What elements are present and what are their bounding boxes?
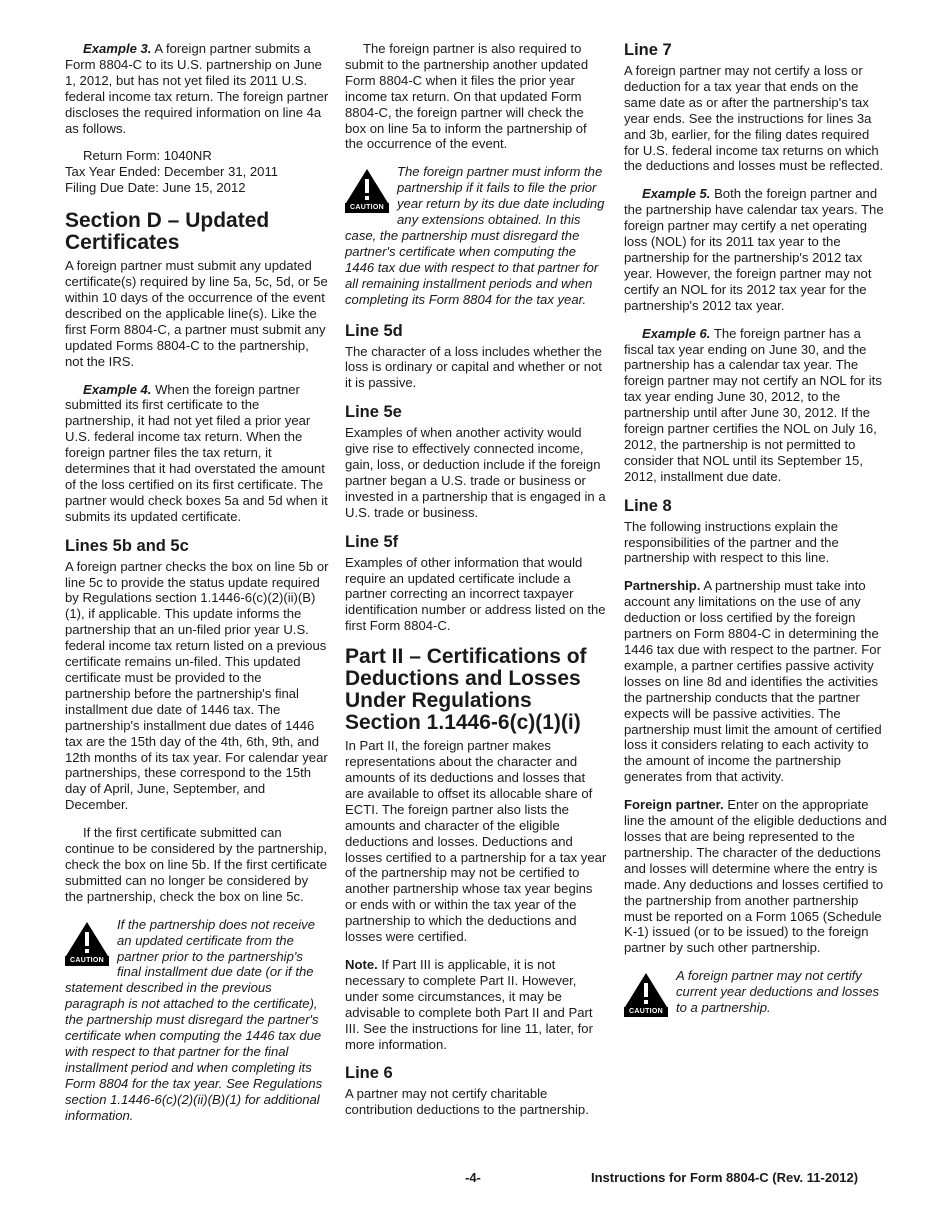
lines-5b-5c-paragraph-2: If the first certificate submitted can continue to be considered by the partnership, check the box on line 5b. If the first certificate submitted can no longer be considered by the partnership, check the box on line 5c. [65, 825, 328, 904]
caution-label: CAUTION [345, 203, 389, 213]
example-6-text: The foreign partner has a fiscal tax year ending on June 30, and the partnership has a calendar tax year. The foreign partner may not certify an NOL for its tax year ending June 30, 2012, to the partnership until after June 30, 2012. If the foreign partner certifies the NOL on July 16, 2012, the partnership is not permitted to consider that NOL until its September 15, 2012, installment due date. [624, 325, 882, 484]
example-4-lead: Example 4. [83, 381, 152, 397]
partnership-lead: Partnership. [624, 578, 701, 594]
return-info [65, 148, 329, 196]
caution-icon [624, 972, 668, 1018]
line-6-heading: Line 6 [345, 1064, 393, 1083]
foreign-partner-lead: Foreign partner. [624, 797, 724, 813]
caution-label: CAUTION [65, 956, 109, 966]
caution-text-3: A foreign partner may not certify current year deductions and losses to a partnership. [676, 968, 880, 1016]
column-2 [345, 41, 607, 1130]
partnership-text: A partnership must take into account any limitations on the use of any deduction or loss certified by the foreign partners on Form 8804-C in determining the 1446 tax due with respect to the partner. For example, a partner certifies passive activity losses on line 8d and identifies the activities the partnership conducts that the partner expects will be passive activities. The partnership must limit the amount of certified loss it considers relating to each activity to the amount of income the partnership generates from that activity. [624, 578, 882, 785]
partnership-paragraph [624, 578, 888, 785]
example-3 [65, 41, 329, 136]
caution-note-2 [345, 164, 607, 307]
line-5d-paragraph: The character of a loss includes whether the loss is ordinary or capital and whether or not it is passive. [345, 343, 602, 391]
col2-paragraph-1: The foreign partner is also required to submit to the partnership another updated Form 8804-C when it files the prior year income tax return. On that updated Form 8804-C, the foreign partner will check the box on line 5a to inform the partnership of the occurrence of the event. [345, 41, 589, 152]
page-number: -4- [465, 1170, 481, 1185]
lines-5b-5c-heading: Lines 5b and 5c [65, 536, 189, 555]
example-5-lead: Example 5. [642, 186, 711, 202]
caution-icon [345, 168, 389, 214]
column-1 [65, 41, 329, 1137]
example-3-text: A foreign partner submits a Form 8804-C to its U.S. partnership on June 1, 2012, but has not yet filed its 2011 U.S. federal income tax return. The foreign partner discloses the required information on line 4a as follows. [65, 41, 329, 136]
note-text: If Part III is applicable, it is not necessary to complete Part II. However, under some circumstances, it may be advisable to complete both Part II and Part III. See the instructions for line 11, later, for more information. [345, 956, 593, 1052]
footer-title: Instructions for Form 8804-C (Rev. 11-2012) [591, 1170, 859, 1185]
foreign-partner-paragraph [624, 797, 888, 956]
example-4-text: When the foreign partner submitted its first certificate to the partnership, it had not yet filed a prior year U.S. federal income tax return. When the foreign partner files the tax return, it determines that it had overstated the amount of the loss certified on its first certificate. The partner would check boxes 5a and 5d when it submits its updated certificate. [65, 381, 328, 524]
caution-text-2: The foreign partner must inform the partnership if it fails to file the prior year return by its due date including any extensions obtained. In this case, the partnership must disregard the partner's certificate when computing the 1446 tax due with respect to that partner for all remaining installment periods and when completing its Form 8804 for the tax year. [345, 164, 605, 307]
line-5f-paragraph: Examples of other information that would require an updated certificate include a partner correcting an incorrect taxpayer identification number or address listed on the first Form 8804-C. [345, 554, 606, 634]
line-5d-heading: Line 5d [345, 321, 403, 340]
note-paragraph [345, 957, 607, 1052]
example-5-text: Both the foreign partner and the partnership have calendar tax years. The foreign partner may certify a net operating loss (NOL) for its 2011 tax year to the partnership for the partnership's 2012 tax year. However, the foreign partner may not certify an NOL for its 2012 tax year for the partnership's 2012 tax year. [624, 186, 884, 313]
section-d-heading: Section D – Updated Certificates [65, 209, 270, 255]
line-8-heading: Line 8 [624, 496, 672, 515]
line-7-heading: Line 7 [624, 41, 672, 59]
section-d-paragraph: A foreign partner must submit any updated certificate(s) required by line 5a, 5c, 5d, or 5e within 10 days of the occurrence of the event described on the applicable line(s). Like the first Form 8804-C, a partner must submit any updated Forms 8804-C to the partnership, not the IRS. [65, 258, 328, 369]
caution-note-1 [65, 917, 329, 1124]
column-3 [624, 41, 888, 1030]
line-5f-heading: Line 5f [345, 532, 399, 551]
caution-label: CAUTION [624, 1007, 668, 1017]
example-6-lead: Example 6. [642, 325, 711, 341]
line-5e-paragraph: Examples of when another activity would give rise to effectively connected income, gain, loss, or deduction include if the foreign partner began a U.S. trade or business or invested in a partnership that is engaged in a U.S. trade or business. [345, 425, 606, 520]
example-4 [65, 382, 329, 525]
part-ii-paragraph: In Part II, the foreign partner makes representations about the character and amounts of its deductions and losses that are available to offset its allocable share of ECTI. The foreign partner also lists the amounts and character of the eligible deductions and losses. Deductions and losses certified to a partnership for a tax year of the partnership may not be certified to another partnership whose tax year begins or ends with or within the tax year of the partnership to which the deductions and losses were certified. [345, 738, 607, 945]
foreign-partner-text: Enter on the appropriate line the amount of the eligible deductions and losses that are being represented to the partnership. The character of the deductions and losses will determine where the entry is made. Any deductions and losses certified to the partnership from another partnership must be reported on a Form 1065 (Schedule K-1) issued (or to be issued) to the foreign partner by such other partnership. [624, 797, 887, 956]
part-ii-heading: Part II – Certifications of Deductions and Losses Under Regulations Section 1.1446-6(c)(1)(i) [345, 645, 587, 735]
lines-5b-5c-paragraph-1: A foreign partner checks the box on line 5b or line 5c to provide the status update required by Regulations section 1.1446-6(c)(2)(ii)(B)(1), if applicable. This update informs the partnership that an un-filed prior year U.S. federal income tax return listed on a previous certificate remains un-filed. This updated certificate must be provided to the partnership before the partnership's final installment due date of 1446 tax. The partnership's installment due dates of 1446 tax are the 15th day of the 4th, 6th, 9th, and 12th months of its tax year. For calendar year partnerships, these correspond to the 15th day of April, June, September, and December. [65, 558, 329, 813]
caution-text-1: If the partnership does not receive an updated certificate from the partner prior to the partnership's final installment due date (or if the statement described in the previous paragraph is not attached to the certificate), the partnership must disregard the partner's certificate when computing the 1446 tax due with respect to that partner for the final installment period and when completing its Form 8804 for the tax year. See Regulations section 1.1446-6(c)(2)(ii)(B)(1) for additional information. [65, 916, 323, 1123]
due-date-line: Filing Due Date: June 15, 2012 [65, 180, 246, 196]
caution-note-3 [624, 968, 888, 1016]
example-3-lead: Example 3. [83, 41, 152, 56]
line-5e-heading: Line 5e [345, 403, 402, 422]
line-6-paragraph: A partner may not certify charitable contribution deductions to the partnership. [345, 1086, 589, 1118]
caution-icon [65, 921, 109, 967]
return-form-line: Return Form: 1040NR [83, 148, 212, 164]
example-6 [624, 326, 888, 485]
line-7-paragraph: A foreign partner may not certify a loss or deduction for a tax year that ends on the same date as or after the partnership's tax year ends. See the instructions for lines 3a and 3b, earlier, for the filing dates required for U.S. federal income tax returns on which the deductions and losses must be reflected. [624, 63, 884, 174]
line-8-paragraph: The following instructions explain the responsibilities of the partner and the partnership with respect to this line. [624, 518, 839, 566]
example-5 [624, 186, 888, 313]
tax-year-line: Tax Year Ended: December 31, 2011 [65, 164, 279, 180]
note-lead: Note. [345, 956, 378, 972]
